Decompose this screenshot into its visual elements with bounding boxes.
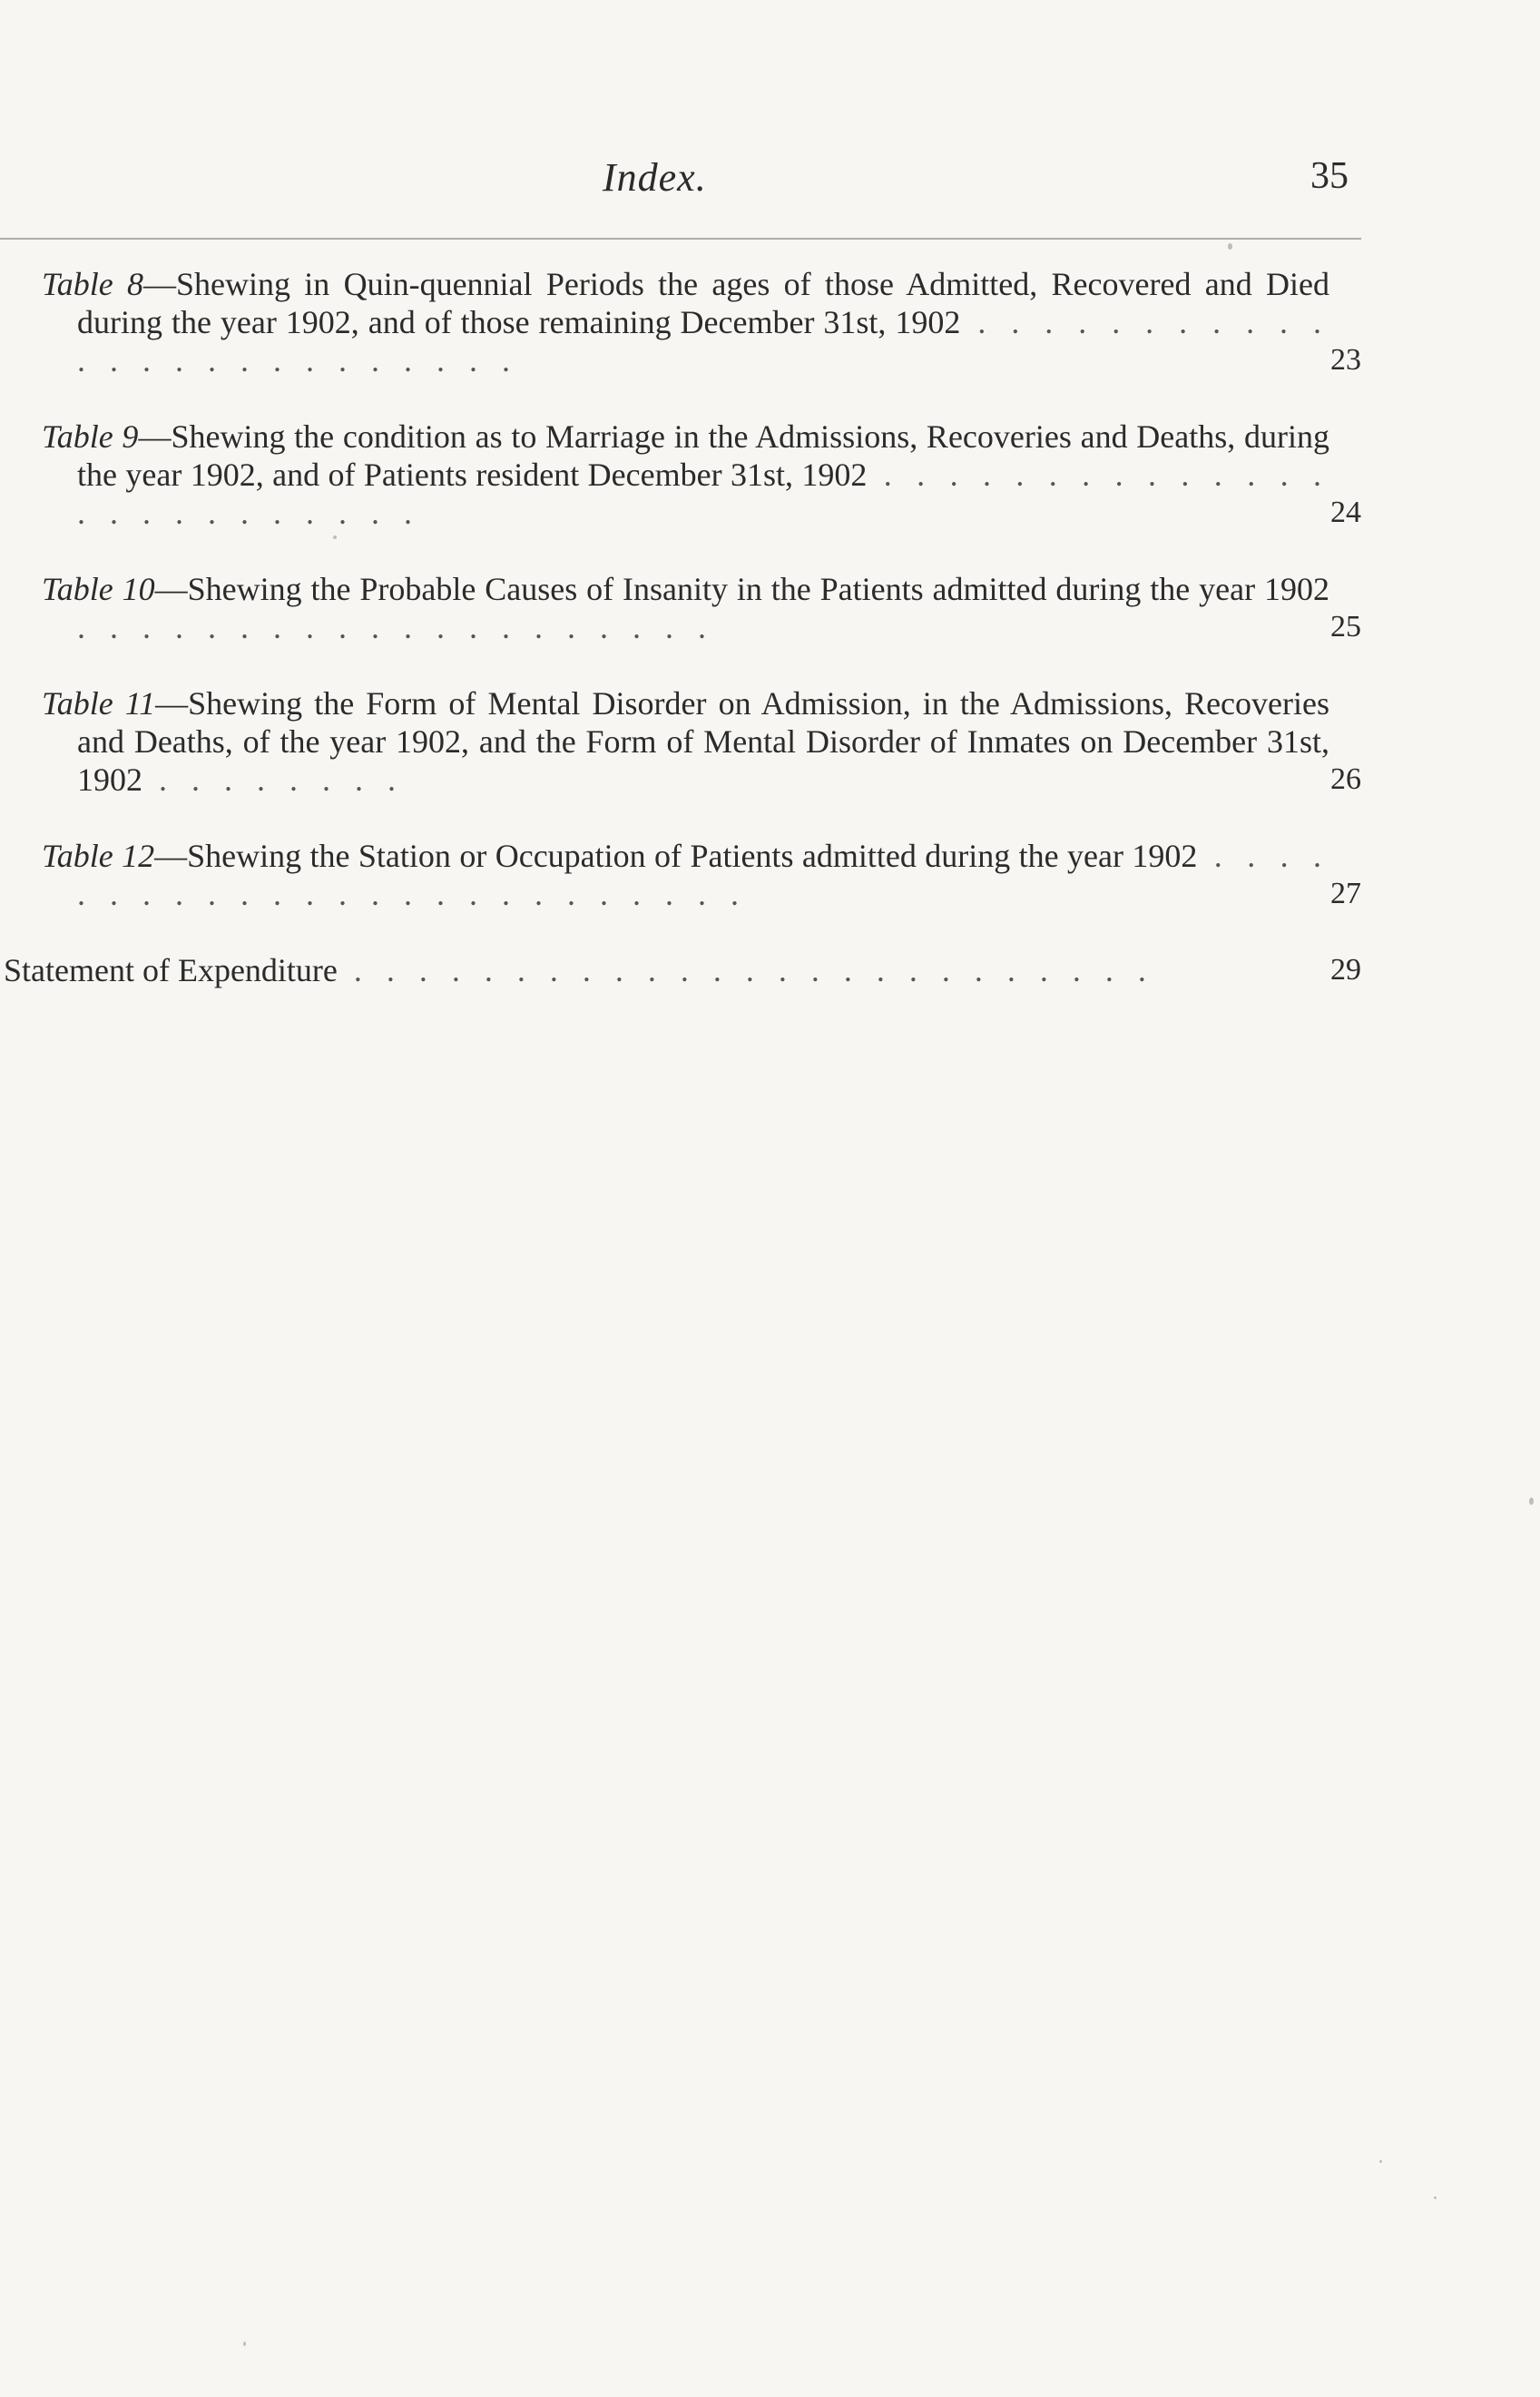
entry-page-number: 27: [1330, 877, 1361, 910]
dot-leader: . . . . . . . . . . . . . . . . . . . .: [77, 609, 714, 645]
entry-label: Table 11: [42, 685, 156, 722]
dot-leader: . . . . . . . . . . . . . . . . . . . . . . . . .: [337, 952, 1154, 988]
paper-speck: [243, 2342, 246, 2346]
entry-page-number: 29: [1330, 953, 1361, 987]
entry-text: [0, 951, 1292, 989]
index-entry-table-9: [0, 418, 1361, 532]
entry-text: [0, 837, 1329, 913]
entry-text: [0, 570, 1329, 646]
page-number: 35: [1310, 155, 1349, 197]
page-header: [0, 154, 1361, 209]
entry-description: —Shewing in Quin-quennial Periods the ages of those Admitted, Recovered and Died during the year 1902, and of those remaining December 31st, 1902: [77, 266, 1329, 340]
entry-page-number: 26: [1330, 762, 1361, 796]
index-entry-table-10: [0, 570, 1361, 646]
index-list: [0, 265, 1361, 989]
entry-text: [0, 265, 1329, 379]
entry-description: —Shewing the Probable Causes of Insanity in the Patients admitted during the year 1902: [154, 571, 1329, 607]
index-entry-statement: [0, 951, 1361, 989]
entry-label: Table 8: [42, 266, 143, 302]
page-title: Index.: [603, 155, 707, 200]
paper-speck: [1529, 1498, 1534, 1505]
paper-speck: [1228, 243, 1232, 250]
entry-description: —Shewing the Form of Mental Disorder on Admission, in the Admissions, Recoveries and Deaths, of the year 1902, and the Form of Mental Disorder of Inmates on December 31st, 1902: [77, 685, 1329, 798]
entry-page-number: 25: [1330, 610, 1361, 643]
dot-leader: . . . . . . . .: [142, 761, 404, 798]
dot-leader: . . . . . . . . . . . . . . . . . . . . . . . . .: [77, 457, 1329, 531]
entry-label: Table 12: [42, 838, 155, 874]
entry-page-number: 23: [1330, 343, 1361, 377]
entry-label: Table 9: [42, 418, 139, 455]
paper-speck: [1434, 2196, 1437, 2199]
entry-text: [0, 418, 1329, 532]
entry-page-number: 24: [1330, 496, 1361, 529]
index-entry-table-12: [0, 837, 1361, 913]
entry-description: —Shewing the condition as to Marriage in the Admissions, Recoveries and Deaths, during the year 1902, and of Patients resident December 31st, 1902: [77, 418, 1329, 493]
entry-text: [0, 684, 1329, 799]
index-entry-table-11: [0, 684, 1361, 799]
entry-description: Statement of Expenditure: [4, 952, 338, 988]
index-entry-table-8: [0, 265, 1361, 379]
header-rule: [0, 238, 1361, 240]
paper-speck: [333, 535, 337, 539]
entry-description: —Shewing the Station or Occupation of Patients admitted during the year 1902: [154, 838, 1198, 874]
entry-label: Table 10: [42, 571, 155, 607]
dot-leader: . . . . . . . . . . . . . . . . . . . . . . . . .: [77, 304, 1329, 378]
paper-speck: [1379, 2160, 1382, 2163]
dot-leader: . . . . . . . . . . . . . . . . . . . . . . . . .: [77, 838, 1330, 912]
